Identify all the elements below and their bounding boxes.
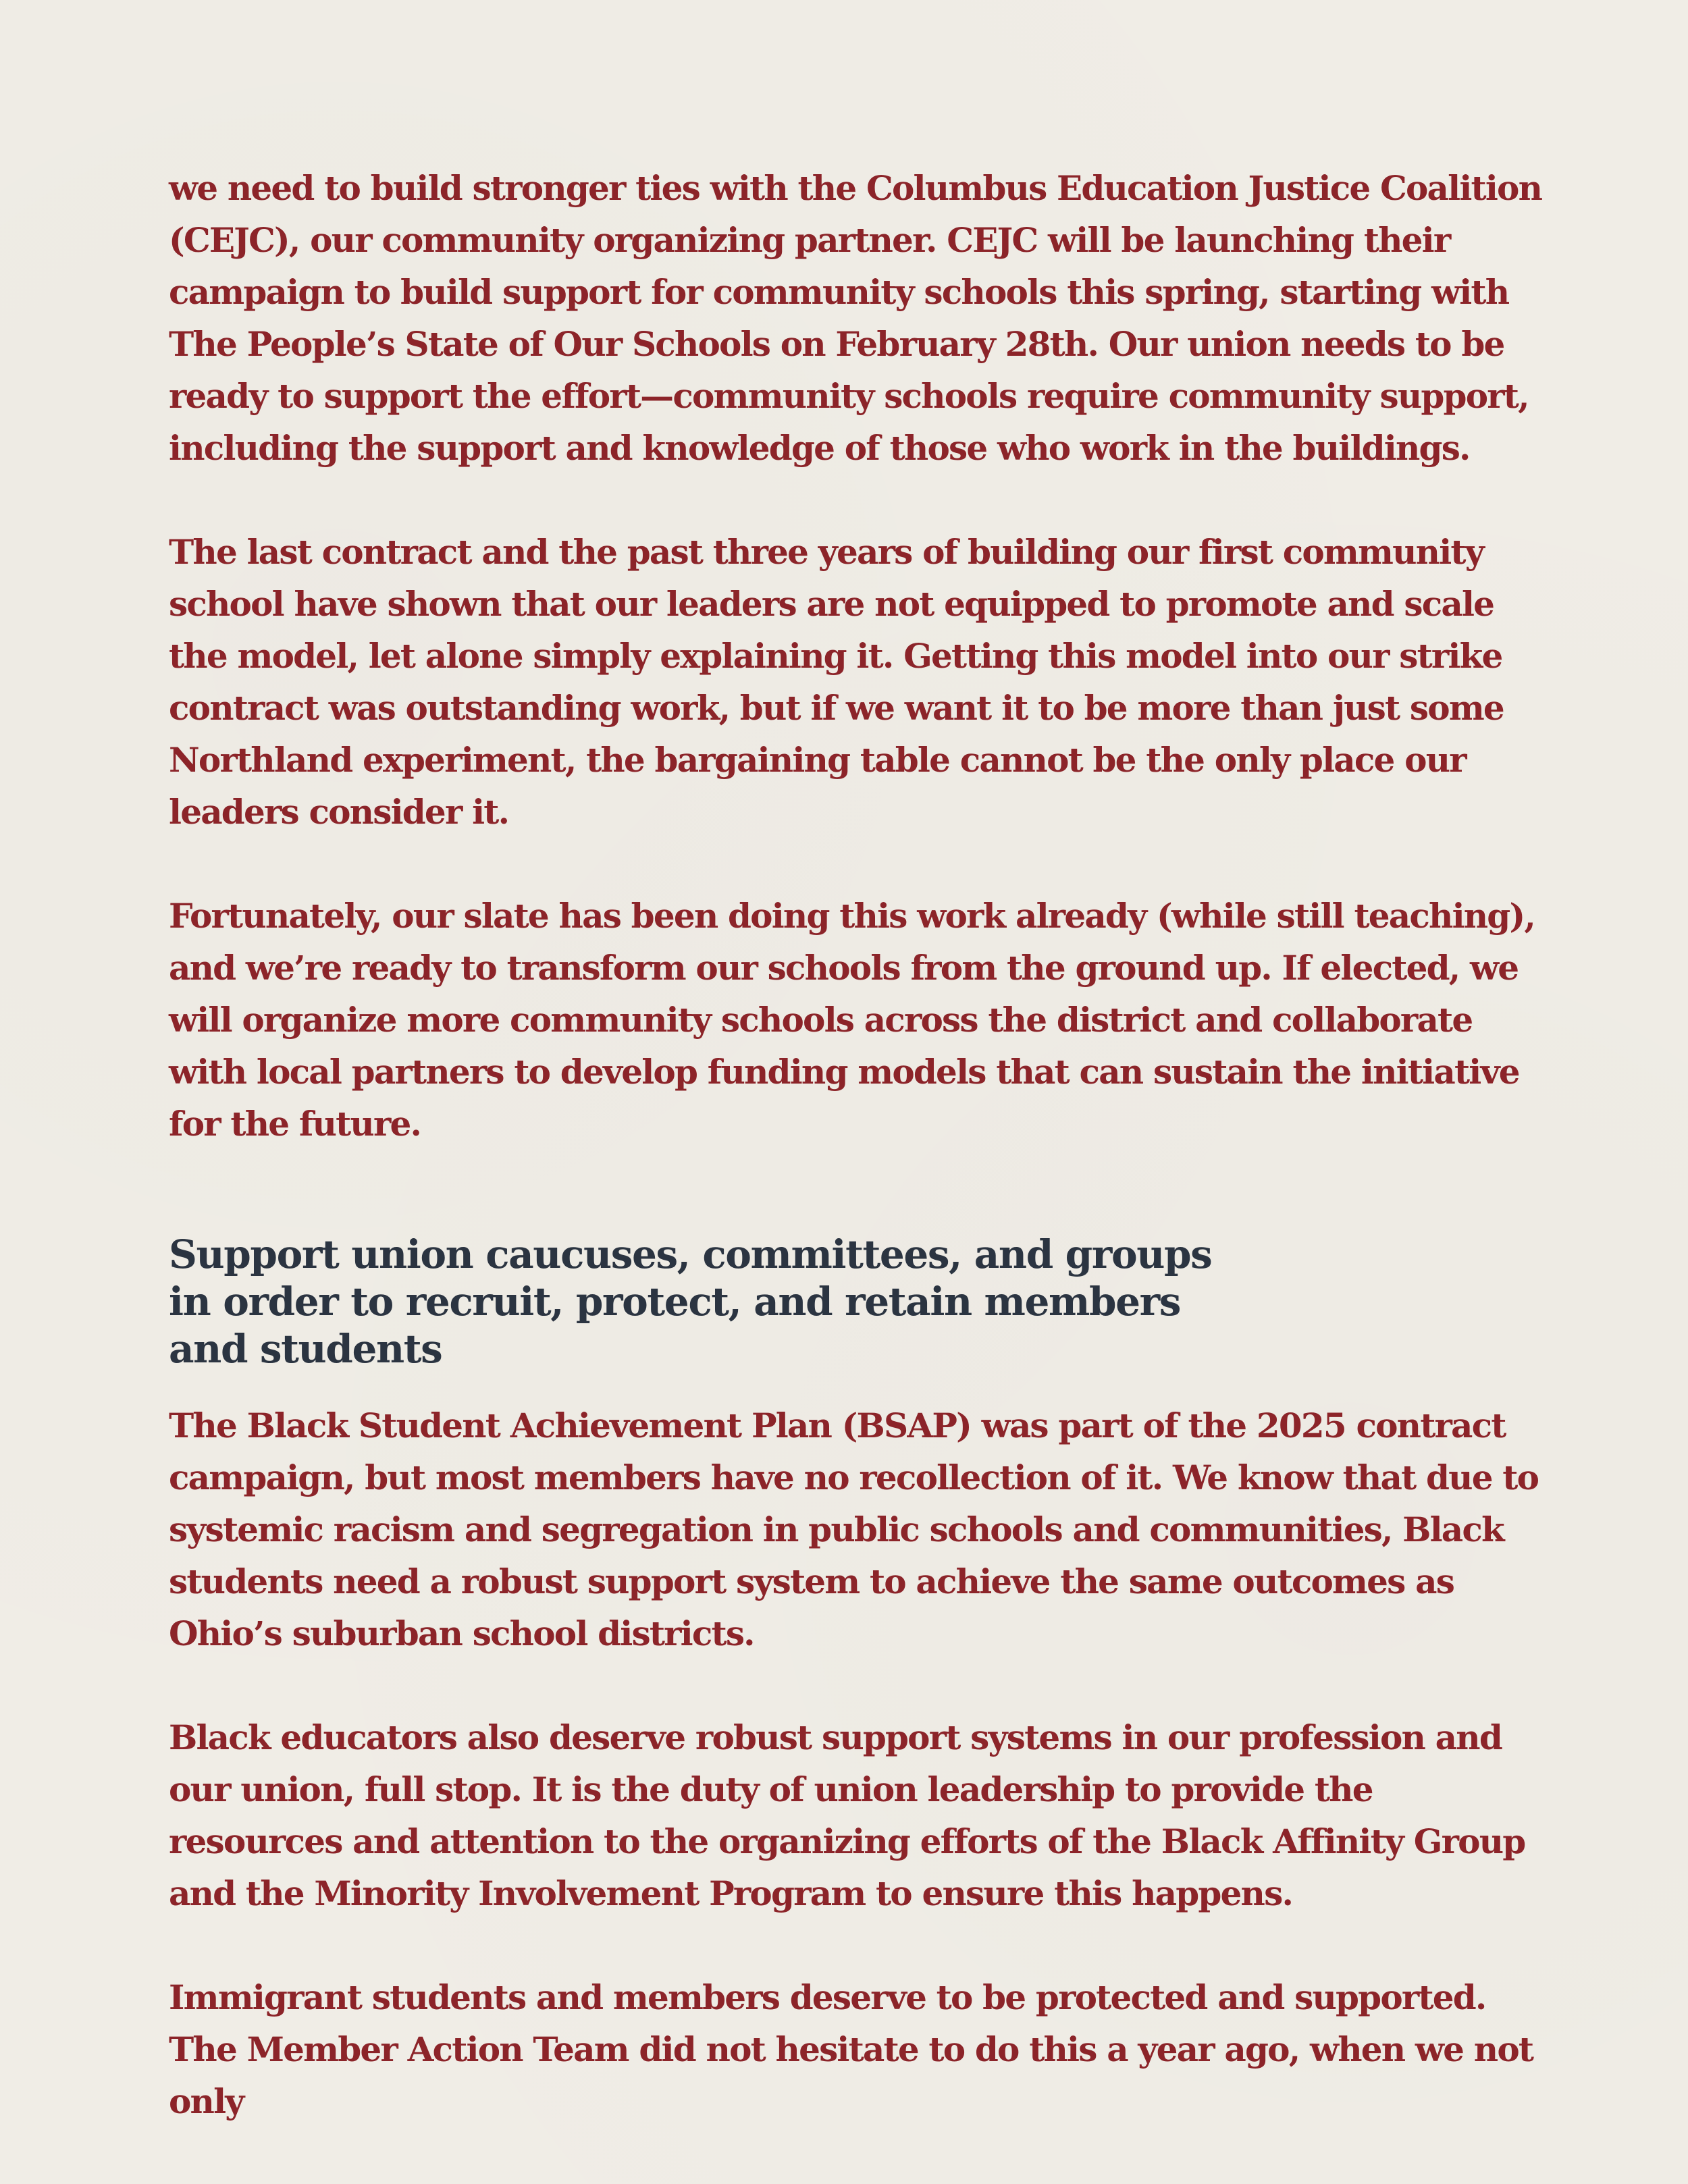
document-body	[169, 162, 1553, 2127]
paragraph-fortunately: Fortunately, our slate has been doing this work already (while still teaching), and we’re ready to transform our schools from the ground up. If elected, we will organize more community schools across the district and collaborate with local partners to develop funding models that can sustain the initiative for the future.	[169, 896, 1535, 1144]
paragraph-bsap: The Black Student Achievement Plan (BSAP) was part of the 2025 contract campaign, but most members have no recollection of it. We know that due to systemic racism and segregation in public schools and communities, Black students need a robust support system to achieve the same outcomes as Ohio’s suburban school districts.	[169, 1406, 1539, 1653]
paragraph-black-educators: Black educators also deserve robust support systems in our profession and our union, full stop. It is the duty of union leadership to provide the resources and attention to the organizing efforts of the Black Affinity Group and the Minority Involvement Program to ensure this happens.	[169, 1717, 1525, 1913]
paragraph-immigrant: Immigrant students and members deserve to be protected and supported. The Member Action Team did not hesitate to do this a year ago, when we not only	[169, 1977, 1533, 2121]
paragraph-cejc: we need to build stronger ties with the Columbus Education Justice Coalition (CEJC), our community organizing partner. CEJC will be launching their campaign to build support for community schools this spring, starting with The People’s State of Our Schools on February 28th. Our union needs to be ready to support the effort—community schools require community support, including the support and knowledge of those who work in the buildings.	[169, 168, 1542, 468]
section-heading: Support union caucuses, committees, and groups in order to recruit, protect, and retain members and students	[169, 1231, 1212, 1372]
paragraph-last-contract: The last contract and the past three years of building our first community school have shown that our leaders are not equipped to promote and scale the model, let alone simply explaining it. Getting this model into our strike contract was outstanding work, but if we want it to be more than just some Northland experiment, the bargaining table cannot be the only place our leaders consider it.	[169, 532, 1504, 832]
